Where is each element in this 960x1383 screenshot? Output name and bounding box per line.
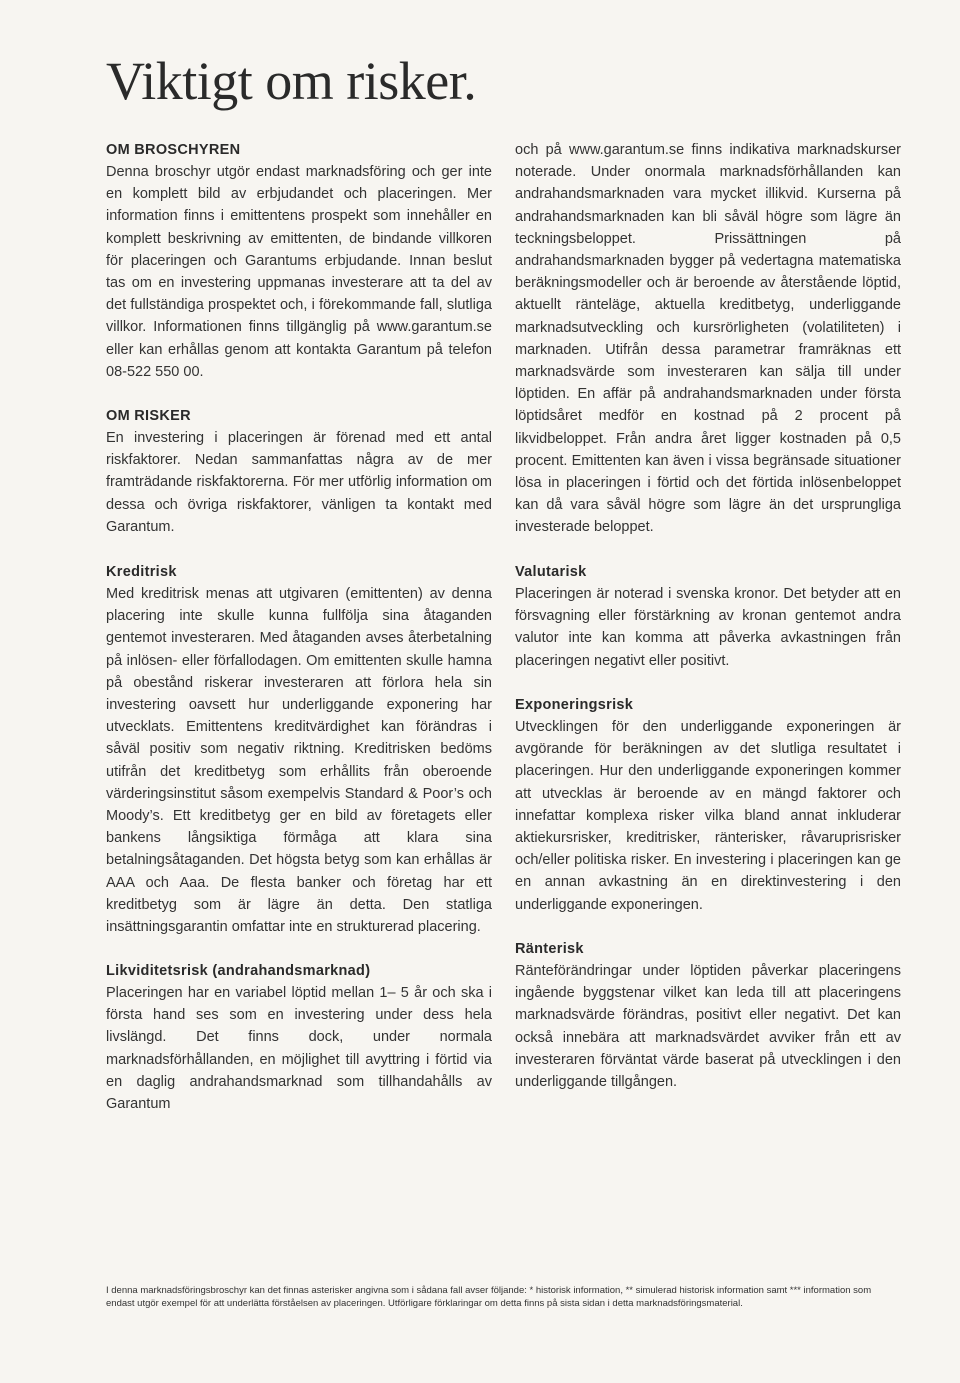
section-likviditetsrisk-continued bbox=[515, 139, 901, 539]
section-text: Placeringen har en variabel löptid mellan 1– 5 år och ska i första hand ses som en investering under dess hela livslängd. Det finns dock, under normala marknadsförhållanden, en möjlighet till avyttring i förtid via en daglig andrahandsmarknad som tillhandahålls av Garantum bbox=[106, 985, 492, 1113]
section-valutarisk bbox=[515, 561, 901, 672]
section-heading: Valutarisk bbox=[515, 564, 587, 580]
section-text: Denna broschyr utgör endast marknadsföring och ger inte en komplett bild av erbjudandet och placeringen. Mer information finns i emittentens prospekt som innehåller en komplett beskrivning av emittenten, de bindande villkoren för placeringen och Garantums erbjudande. Innan beslut tas om en investering uppmanas investerare att ta del av det fullständiga prospektet och, i förekommande fall, slutliga villkor. Informationen finns tillgänglig på www.garantum.se eller kan erhållas genom att kontakta Garantum på telefon 08-522 550 00. bbox=[106, 164, 492, 380]
section-om-risker bbox=[106, 405, 492, 538]
section-text: och på www.garantum.se finns indikativa marknadskurser noterade. Under onormala marknadsförhållanden kan andrahandsmarknaden vara mycket illikvid. Kurserna på andrahandsmarknaden kan bli såväl högre som lägre än teckningsbeloppet. Prissättningen på andrahandsmarknaden bygger på vedertagna matematiska beräkningsmodeller och är beroende av återstående löptid, aktuellt ränteläge, aktuella kreditbetyg, underliggande marknadsutveckling och kursrörligheten (volatiliteten) i marknaden. Utifrån dessa parametrar framräknas ett marknadsvärde som investeraren kan sälja till under löptiden. En affär på andrahandsmarknaden under första löptidsåret medför en kostnad på 2 procent på likvidbeloppet. Från andra året ligger kostnaden på 0,5 procent. Emittenten kan även i vissa begränsade situationer lösa in placeringen i förtid och det förtida inlösenbeloppet kan då vara såväl högre som lägre än det ursprungliga investerade beloppet. bbox=[515, 142, 901, 536]
section-text: Utvecklingen för den underliggande exponeringen är avgörande för beräkningen av det slutliga resultatet i placeringen. Hur den underliggande exponeringen kommer att utvecklas är beroende av en mängd faktorer och innefattar komplexa risker vilka bland annat inkluderar aktiekursrisker, kreditrisker, ränterisker, råvaruprisrisker och/eller politiska risker. En investering i placeringen kan ge en annan avkastning än en direktinvestering i den underliggande exponeringen. bbox=[515, 719, 901, 913]
section-heading: Likviditetsrisk (andrahandsmarknad) bbox=[106, 963, 371, 979]
section-likviditetsrisk bbox=[106, 960, 492, 1115]
section-text: Ränteförändringar under löptiden påverkar placeringens ingående byggstenar vilket kan leda till att placeringens marknadsvärde förändras, positivt eller negativt. Det kan också innebära att marknadsvärdet avviker från ett av investeraren förväntat värde baserat på utvecklingen i den underliggande tillgången. bbox=[515, 963, 901, 1091]
page-title: Viktigt om risker. bbox=[106, 51, 477, 111]
section-heading: Ränterisk bbox=[515, 941, 584, 957]
section-heading: OM BROSCHYREN bbox=[106, 142, 241, 158]
section-heading: Exponeringsrisk bbox=[515, 697, 634, 713]
section-text: En investering i placeringen är förenad med ett antal riskfaktorer. Nedan sammanfattas några av de mer framträdande riskfaktorerna. För mer utförlig information om dessa och övriga riskfaktorer, vänligen ta kontakt med Garantum. bbox=[106, 430, 492, 535]
section-ranterisk bbox=[515, 938, 901, 1093]
section-heading: Kreditrisk bbox=[106, 564, 177, 580]
section-exponeringsrisk bbox=[515, 694, 901, 916]
section-text: Med kreditrisk menas att utgivaren (emittenten) av denna placering inte skulle kunna fullfölja sina åtaganden gentemot investeraren. Med åtaganden avses återbetalning på inlösen- eller förfallodagen. Om emittenten skulle hamna på obestånd riskerar investeraren att förlora hela sin investering oavsett hur underliggande exponering har utvecklats. Emittentens kreditvärdighet kan förändras i såväl positiv som negativ riktning. Kreditrisken bedöms utifrån det kreditbetyg som erhållits från oberoende värderingsinstitut såsom exempelvis Standard & Poor’s och Moody’s. Ett kreditbetyg ger en bild av företagets eller bankens långsiktiga förmåga att klara sina betalningsåtaganden. Det högsta betyg som kan erhållas är AAA och Aaa. De flesta banker och företag har ett kreditbetyg som är lägre än detta. Den statliga insättningsgarantin omfattar inte en strukturerad placering. bbox=[106, 586, 492, 936]
section-kreditrisk bbox=[106, 561, 492, 938]
footnote: I denna marknadsföringsbroschyr kan det finnas asterisker angivna som i sådana fall avser följande: * historisk information, ** simulerad historisk information samt *** information som endast utgör exempel för att underlätta förståelsen av placeringen. Utförligare förklaringar om detta finns på sista sidan i detta marknadsföringsmaterial. bbox=[106, 1285, 872, 1309]
section-heading: OM RISKER bbox=[106, 408, 191, 424]
section-om-broschyren bbox=[106, 139, 492, 383]
section-text: Placeringen är noterad i svenska kronor. Det betyder att en försvagning eller förstärkning av kronan gentemot andra valutor inte kan komma att påverka avkastningen från placeringen negativt eller positivt. bbox=[515, 586, 901, 669]
